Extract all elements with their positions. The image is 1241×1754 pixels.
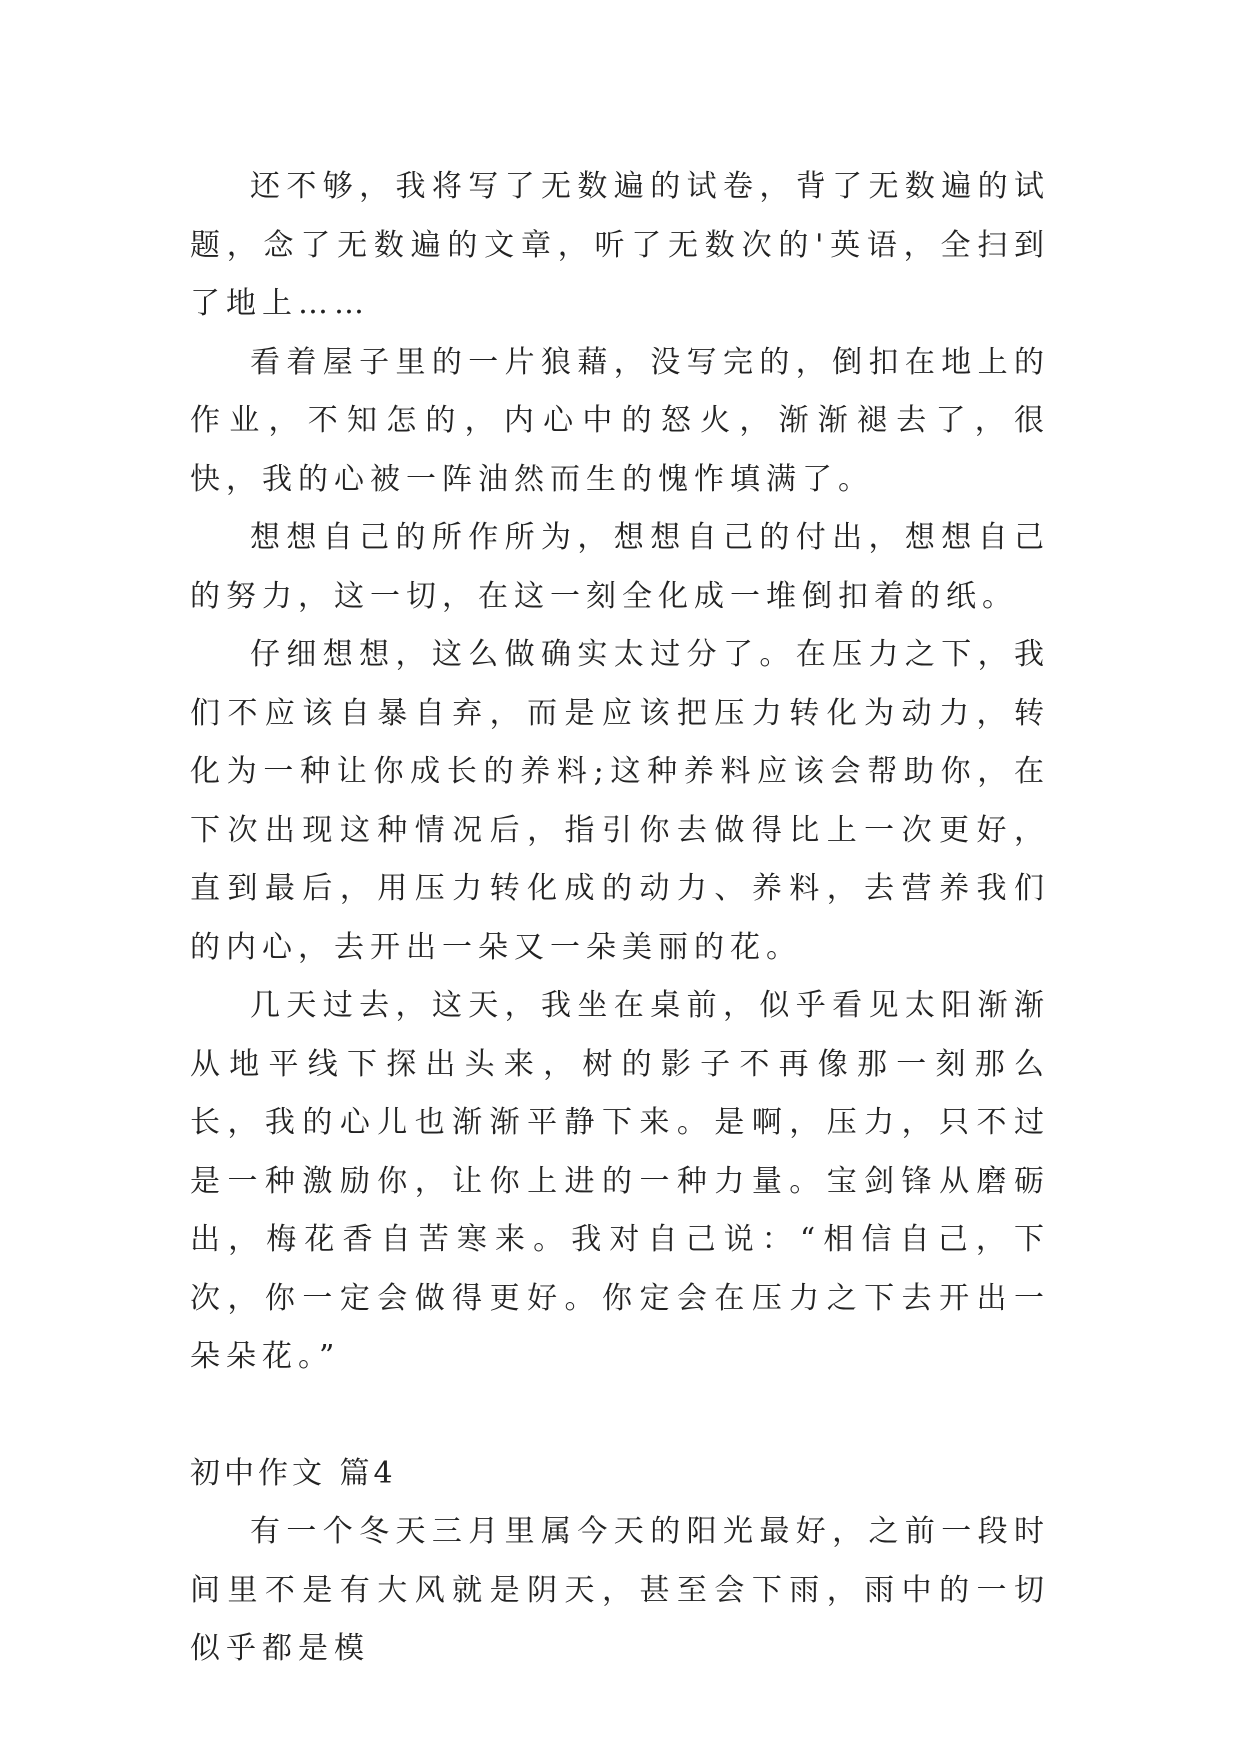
document-body: [190, 158, 1050, 1679]
section-heading: 初中作文 篇4: [190, 1455, 397, 1491]
paragraph-6: 有一个冬天三月里属今天的阳光最好，之前一段时间里不是有大风就是阴天，甚至会下雨，雨中的一切似乎都是模: [190, 1514, 1050, 1666]
paragraph-5: 几天过去，这天，我坐在桌前，似乎看见太阳渐渐从地平线下探出头来，树的影子不再像那一刻那么长，我的心儿也渐渐平静下来。是啊，压力，只不过是一种激励你，让你上进的一种力量。宝剑锋从磨砺出，梅花香自苦寒来。我对自己说：“相信自己，下次，你一定会做得更好。你定会在压力之下去开出一朵朵花。”: [190, 988, 1050, 1374]
paragraph-3: 想想自己的所作所为，想想自己的付出，想想自己的努力，这一切，在这一刻全化成一堆倒扣着的纸。: [190, 520, 1050, 614]
paragraph-1: 还不够，我将写了无数遍的试卷，背了无数遍的试题，念了无数遍的文章，听了无数次的'英语，全扫到了地上……: [190, 169, 1050, 321]
paragraph-2: 看着屋子里的一片狼藉，没写完的，倒扣在地上的作业，不知怎的，内心中的怒火，渐渐褪去了，很快，我的心被一阵油然而生的愧怍填满了。: [190, 344, 1050, 497]
paragraph-4: 仔细想想，这么做确实太过分了。在压力之下，我们不应该自暴自弃，而是应该把压力转化为动力，转化为一种让你成长的养料;这种养料应该会帮助你，在下次出现这种情况后，指引你去做得比上一次更好，直到最后，用压力转化成的动力、养料，去营养我们的内心，去开出一朵又一朵美丽的花。: [190, 637, 1050, 965]
